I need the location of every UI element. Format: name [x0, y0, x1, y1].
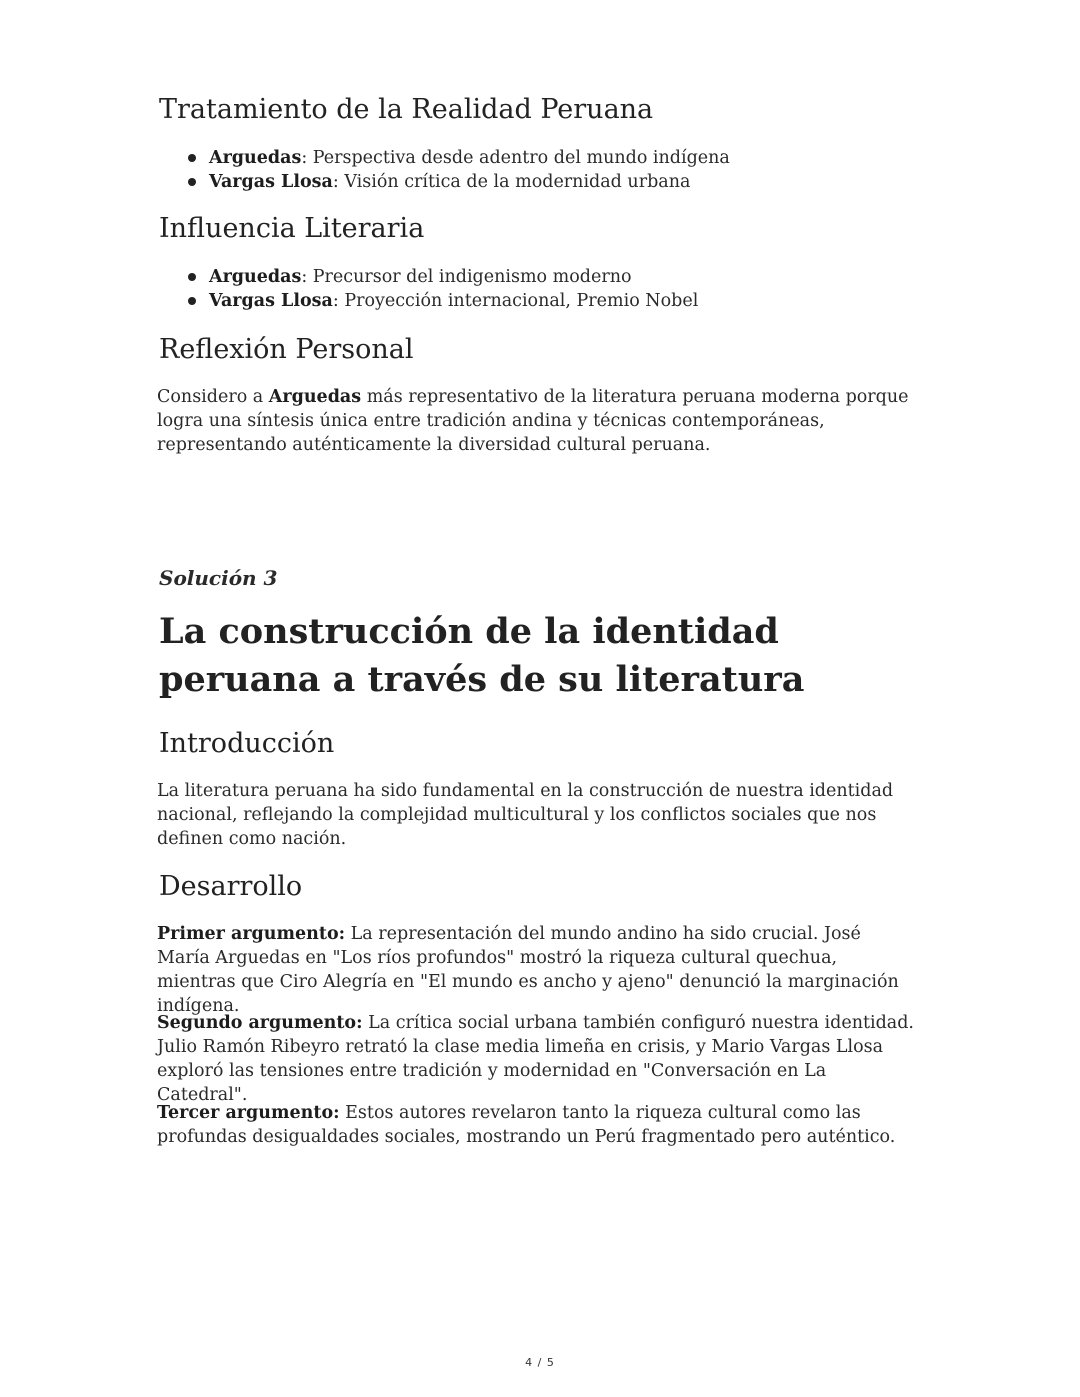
argument-paragraph: Tercer argumento: Estos autores revelaron tanto la riqueza cultural como las profundas desigualdades sociales, mostrando un Perú fragmentado pero auténtico.: [157, 1103, 896, 1147]
argument-paragraph: Segundo argumento: La crítica social urbana también configuró nuestra identidad. Julio Ramón Ribeyro retrató la clase media limeña en crisis, y Mario Vargas Llosa exploró las tensiones entre tradición y modernidad en "Conversación en La Catedral".: [157, 1013, 914, 1105]
heading-desarrollo: Desarrollo: [159, 871, 303, 902]
reflexion-paragraph: Considero a Arguedas más representativo de la literatura peruana moderna porque logra una síntesis única entre tradición andina y técnicas contemporáneas, representando auténticamente la diversidad cultural peruana.: [157, 387, 909, 455]
list-item: [185, 146, 730, 170]
bullet-icon: [188, 273, 196, 281]
list-item: [185, 265, 698, 289]
page-title: La construcción de la identidad peruana a través de su literatura: [159, 611, 805, 700]
heading-reflexion: Reflexión Personal: [159, 334, 414, 365]
heading-tratamiento: Tratamiento de la Realidad Peruana: [159, 94, 654, 125]
item-text: : Precursor del indigenismo moderno: [301, 267, 632, 287]
item-text: : Perspectiva desde adentro del mundo indígena: [301, 148, 730, 168]
heading-introduccion: Introducción: [159, 728, 335, 759]
introduccion-paragraph: La literatura peruana ha sido fundamental en la construcción de nuestra identidad nacional, reflejando la complejidad multicultural y los conflictos sociales que nos definen como nación.: [157, 781, 894, 849]
item-text: : Visión crítica de la modernidad urbana: [332, 172, 691, 192]
author-name: Vargas Llosa: [209, 172, 333, 192]
author-name: Vargas Llosa: [209, 291, 333, 311]
heading-influencia: Influencia Literaria: [159, 213, 425, 244]
author-name: Arguedas: [209, 267, 302, 287]
author-name: Arguedas: [209, 148, 302, 168]
item-text: : Proyección internacional, Premio Nobel: [332, 291, 699, 311]
bullet-icon: [188, 178, 196, 186]
solution-label: Solución 3: [159, 566, 278, 590]
bullet-icon: [188, 297, 196, 305]
argument-paragraph: Primer argumento: La representación del mundo andino ha sido crucial. José María Arguedas en "Los ríos profundos" mostró la riqueza cultural quechua, mientras que Ciro Alegría en "El mundo es ancho y ajeno" denunció la marginación indígena.: [157, 924, 899, 1016]
page-number: 4 / 5: [525, 1356, 555, 1369]
list-item: [185, 289, 698, 313]
list-influencia: [185, 265, 698, 313]
list-tratamiento: [185, 146, 730, 194]
bullet-icon: [188, 154, 196, 162]
list-item: [185, 170, 730, 194]
